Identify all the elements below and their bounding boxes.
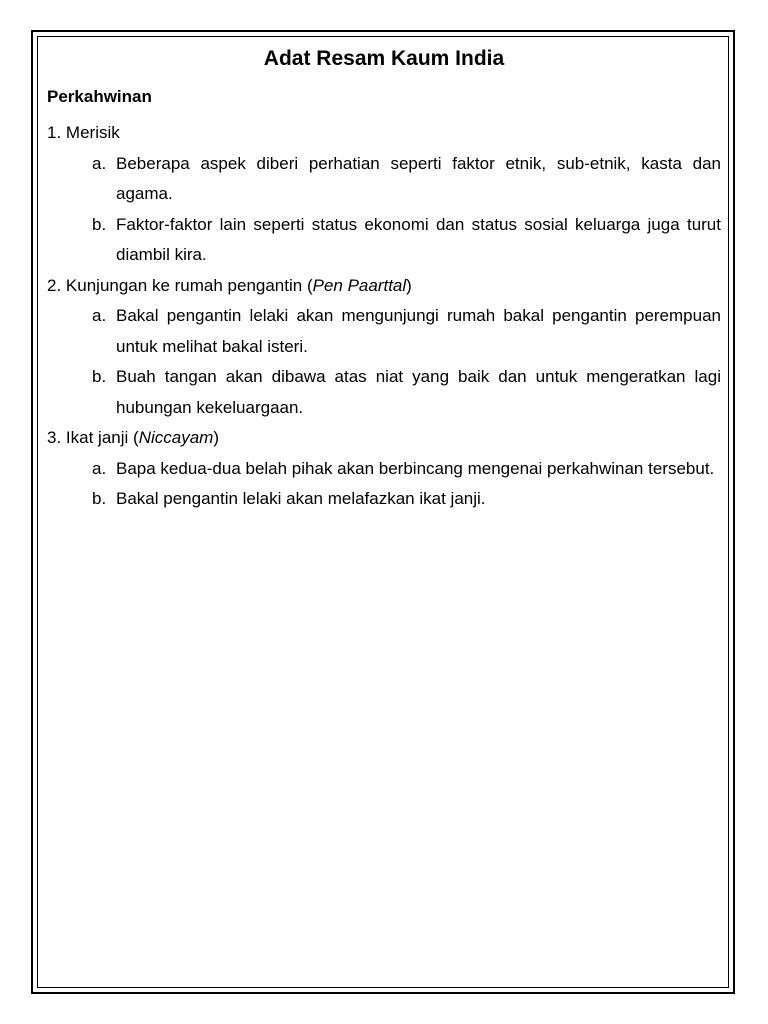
- document-body: [47, 44, 721, 515]
- section-heading: Perkahwinan: [47, 87, 152, 106]
- list-item: [47, 454, 721, 485]
- list-item: [47, 149, 721, 210]
- item-text: Bakal pengantin lelaki akan mengunjungi rumah bakal pengantin perempuan untuk melihat bakal isteri.: [116, 306, 721, 356]
- list-item: [47, 301, 721, 362]
- item-text: Buah tangan akan dibawa atas niat yang baik dan untuk mengeratkan lagi hubungan kekeluargaan.: [116, 367, 721, 417]
- step-term: Niccayam: [138, 428, 214, 447]
- step-label: Kunjungan ke rumah pengantin: [65, 275, 303, 295]
- step-points: [47, 301, 721, 423]
- step-heading: 3. Ikat janji (Niccayam): [47, 428, 219, 447]
- step-1: [47, 118, 721, 271]
- item-text: Bapa kedua-dua belah pihak akan berbincang mengenai perkahwinan tersebut.: [116, 458, 715, 478]
- step-points: [47, 149, 721, 271]
- step-label: Merisik: [65, 123, 120, 142]
- list-item: [47, 484, 721, 515]
- step-heading: 2. Kunjungan ke rumah pengantin (Pen Paarttal): [47, 275, 412, 295]
- step-3: [47, 423, 721, 515]
- item-text: Faktor-faktor lain seperti status ekonomi dan status sosial keluarga juga turut diambil kira.: [116, 214, 721, 264]
- step-term: Pen Paarttal: [312, 275, 407, 295]
- step-heading: [47, 118, 721, 149]
- item-marker: a.: [92, 153, 107, 173]
- steps-list: [47, 118, 721, 515]
- item-marker: a.: [92, 306, 107, 325]
- step-label: Ikat janji: [65, 428, 129, 447]
- item-marker: a.: [92, 458, 107, 478]
- step-points: [47, 454, 721, 515]
- item-marker: b.: [92, 367, 107, 386]
- step-number: 1.: [47, 123, 62, 142]
- list-item: [47, 362, 721, 423]
- list-item: [47, 210, 721, 271]
- document-title: Adat Resam Kaum India: [263, 47, 505, 70]
- item-marker: b.: [92, 489, 107, 508]
- step-number: 2.: [47, 275, 62, 295]
- step-2: [47, 271, 721, 424]
- step-number: 3.: [47, 428, 62, 447]
- item-text: Beberapa aspek diberi perhatian seperti faktor etnik, sub-etnik, kasta dan agama.: [116, 153, 721, 203]
- item-text: Bakal pengantin lelaki akan melafazkan ikat janji.: [116, 489, 486, 508]
- item-marker: b.: [92, 214, 107, 234]
